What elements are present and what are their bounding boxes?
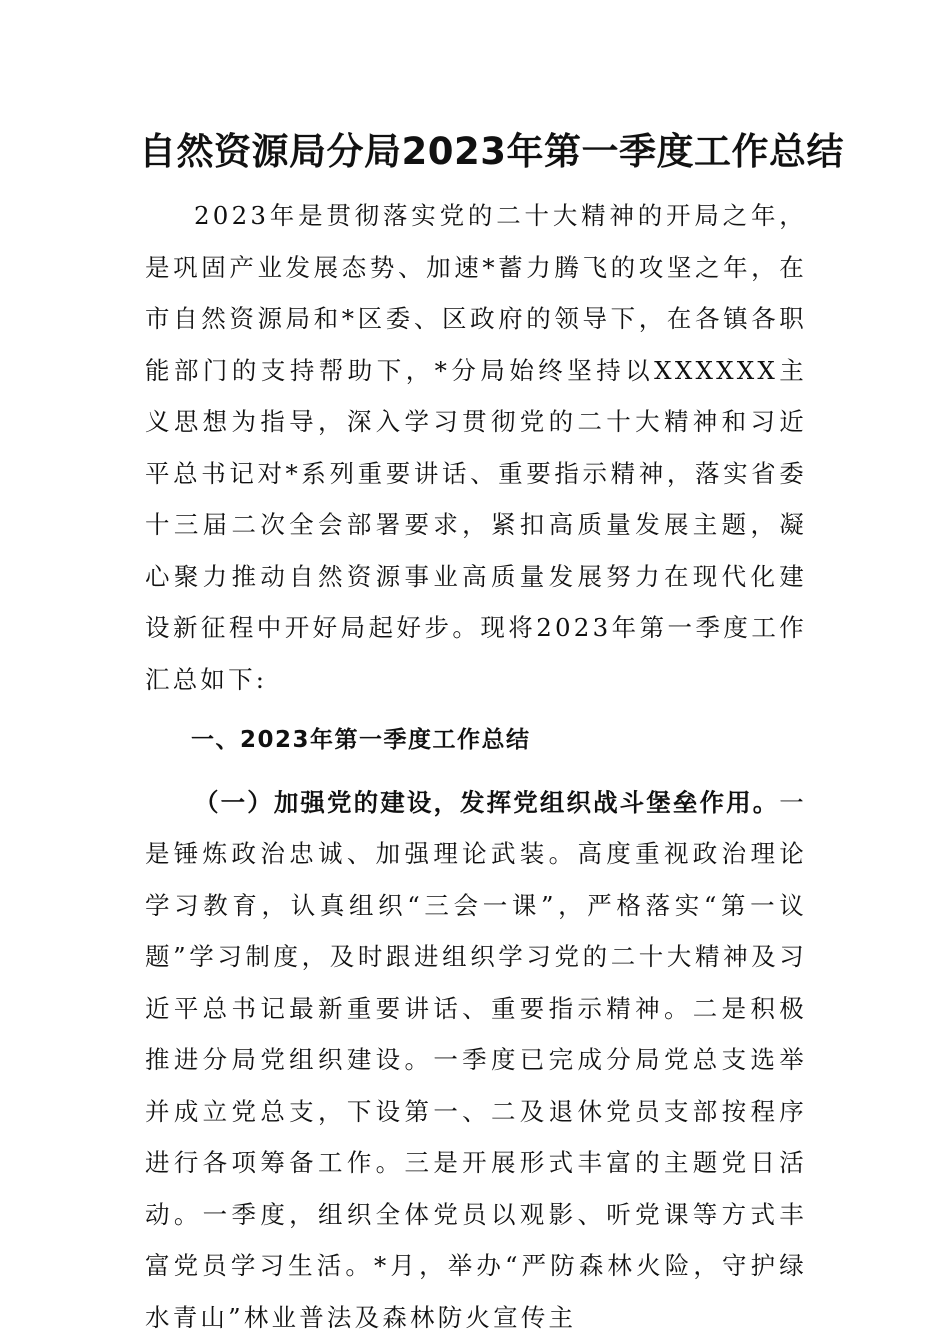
- document-title: 自然资源局分局2023年第一季度工作总结: [139, 130, 844, 173]
- intro-paragraph: 2023年是贯彻落实党的二十大精神的开局之年，是巩固产业发展态势、加速*蓄力腾飞的攻坚之年，在市自然资源局和*区委、区政府的领导下，在各镇各职能部门的支持帮助下，*分局始终坚持以XXXXXX主义思想为指导，深入学习贯彻党的二十大精神和习近平总书记对*系列重要讲话、重要指示精神，落实省委十三届二次全会部署要求，紧扣高质量发展主题，凝心聚力推动自然资源事业高质量发展努力在现代化建设新征程中开好局起好步。现将2023年第一季度工作汇总如下:: [145, 201, 807, 694]
- subsection-body: 一是锤炼政治忠诚、加强理论武装。高度重视政治理论学习教育，认真组织“三会一课”，严格落实“第一议题”学习制度，及时跟进组织学习党的二十大精神及习近平总书记最新重要讲话、重要指示精神。二是积极推进分局党组织建设。一季度已完成分局党总支选举并成立党总支，下设第一、二及退休党员支部按程序进行各项筹备工作。三是开展形式丰富的主题党日活动。一季度，组织全体党员以观影、听党课等方式丰富党员学习生活。*月，举办“严防森林火险，守护绿水青山”林业普法及森林防火宣传主: [145, 787, 807, 1332]
- section-heading: 一、2023年第一季度工作总结: [191, 727, 531, 753]
- document-page: [139, 128, 844, 1343]
- subsection-title: （一）加强党的建设，发挥党组织战斗堡垒作用。: [194, 787, 780, 817]
- section-paragraph: [145, 777, 807, 1344]
